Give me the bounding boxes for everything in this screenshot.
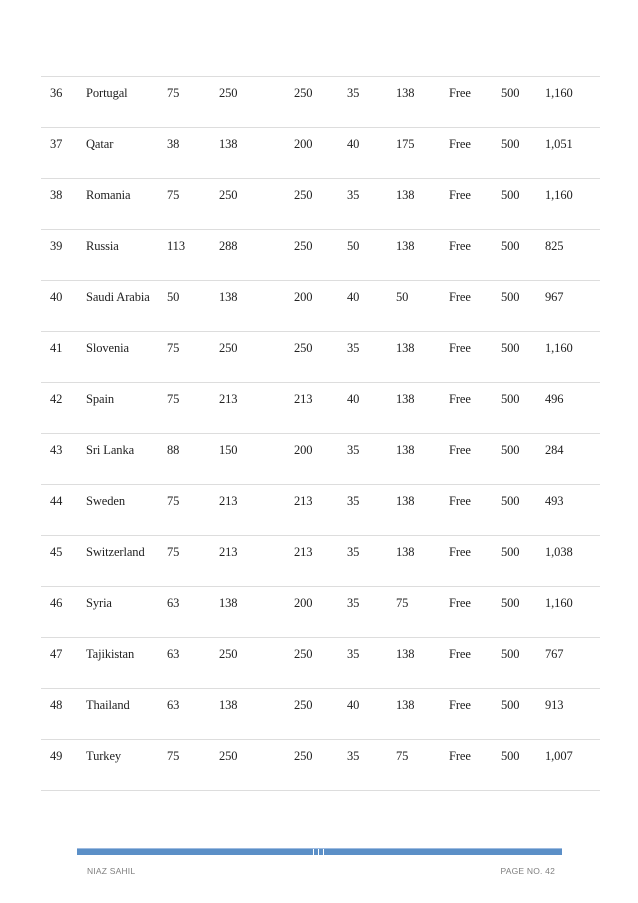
cell-col-8: Free — [449, 545, 471, 559]
cell-col-3: 75 — [167, 545, 180, 559]
cell-row-number: 40 — [50, 290, 63, 304]
cell-country: Qatar — [86, 137, 114, 151]
cell-total: 767 — [545, 647, 564, 661]
cell-country: Slovenia — [86, 341, 129, 355]
cell-total: 1,038 — [545, 545, 573, 559]
cell-row-number: 46 — [50, 596, 63, 610]
cell-col-4: 250 — [219, 188, 238, 202]
cell-row-number: 45 — [50, 545, 63, 559]
cell-col-9: 500 — [501, 341, 520, 355]
cell-col-5: 200 — [294, 290, 313, 304]
data-table — [41, 76, 600, 791]
cell-col-9: 500 — [501, 545, 520, 559]
cell-col-7: 138 — [396, 647, 415, 661]
footer-rule-mark — [313, 849, 314, 855]
cell-total: 1,160 — [545, 341, 573, 355]
cell-col-3: 75 — [167, 392, 180, 406]
footer-rule — [77, 849, 562, 855]
cell-total: 493 — [545, 494, 564, 508]
cell-row-number: 41 — [50, 341, 63, 355]
cell-col-9: 500 — [501, 290, 520, 304]
cell-total: 1,160 — [545, 86, 573, 100]
table-row — [41, 485, 600, 536]
cell-col-3: 50 — [167, 290, 180, 304]
cell-row-number: 42 — [50, 392, 63, 406]
cell-col-6: 35 — [347, 545, 360, 559]
cell-col-6: 40 — [347, 137, 360, 151]
cell-col-3: 63 — [167, 647, 180, 661]
cell-col-8: Free — [449, 188, 471, 202]
cell-col-7: 138 — [396, 392, 415, 406]
cell-col-9: 500 — [501, 494, 520, 508]
cell-col-6: 35 — [347, 188, 360, 202]
cell-col-6: 35 — [347, 494, 360, 508]
cell-col-5: 200 — [294, 596, 313, 610]
cell-col-6: 35 — [347, 647, 360, 661]
cell-col-8: Free — [449, 392, 471, 406]
cell-country: Switzerland — [86, 545, 145, 559]
table-row — [41, 587, 600, 638]
table-row — [41, 230, 600, 281]
cell-col-3: 75 — [167, 341, 180, 355]
cell-col-8: Free — [449, 137, 471, 151]
cell-col-8: Free — [449, 443, 471, 457]
cell-col-3: 88 — [167, 443, 180, 457]
cell-col-7: 175 — [396, 137, 415, 151]
footer-author: NIAZ SAHIL — [87, 866, 136, 876]
cell-col-6: 35 — [347, 443, 360, 457]
cell-col-3: 113 — [167, 239, 185, 253]
cell-row-number: 39 — [50, 239, 63, 253]
cell-country: Turkey — [86, 749, 122, 763]
footer-rule-mark — [318, 849, 319, 855]
table-row — [41, 689, 600, 740]
cell-col-5: 213 — [294, 494, 313, 508]
cell-total: 967 — [545, 290, 564, 304]
table-row — [41, 536, 600, 587]
cell-col-9: 500 — [501, 392, 520, 406]
cell-col-7: 138 — [396, 443, 415, 457]
cell-col-9: 500 — [501, 137, 520, 151]
cell-col-8: Free — [449, 239, 471, 253]
cell-col-5: 200 — [294, 443, 313, 457]
cell-row-number: 48 — [50, 698, 63, 712]
table-row — [41, 128, 600, 179]
table-row — [41, 638, 600, 689]
cell-col-8: Free — [449, 698, 471, 712]
cell-col-6: 35 — [347, 86, 360, 100]
cell-total: 1,007 — [545, 749, 573, 763]
cell-col-5: 250 — [294, 749, 313, 763]
cell-col-4: 250 — [219, 749, 238, 763]
cell-col-5: 200 — [294, 137, 313, 151]
table-row — [41, 179, 600, 230]
cell-col-4: 138 — [219, 137, 238, 151]
cell-col-6: 40 — [347, 698, 360, 712]
cell-total: 1,160 — [545, 188, 573, 202]
cell-country: Portugal — [86, 86, 128, 100]
cell-col-5: 250 — [294, 86, 313, 100]
cell-col-9: 500 — [501, 239, 520, 253]
table-row — [41, 740, 600, 791]
cell-col-5: 250 — [294, 698, 313, 712]
cell-total: 496 — [545, 392, 564, 406]
cell-col-8: Free — [449, 290, 471, 304]
cell-col-8: Free — [449, 494, 471, 508]
cell-col-6: 40 — [347, 392, 360, 406]
cell-col-5: 213 — [294, 392, 313, 406]
cell-total: 1,051 — [545, 137, 573, 151]
footer-page-number: PAGE NO. 42 — [500, 866, 555, 876]
cell-country: Spain — [86, 392, 114, 406]
cell-col-4: 250 — [219, 341, 238, 355]
cell-col-9: 500 — [501, 188, 520, 202]
cell-col-4: 250 — [219, 647, 238, 661]
cell-col-8: Free — [449, 596, 471, 610]
cell-col-6: 35 — [347, 341, 360, 355]
cell-col-4: 138 — [219, 596, 238, 610]
cell-col-6: 35 — [347, 749, 360, 763]
cell-col-7: 75 — [396, 749, 409, 763]
cell-total: 1,160 — [545, 596, 573, 610]
cell-col-9: 500 — [501, 86, 520, 100]
cell-row-number: 36 — [50, 86, 63, 100]
cell-col-7: 138 — [396, 341, 415, 355]
cell-country: Syria — [86, 596, 112, 610]
cell-row-number: 43 — [50, 443, 63, 457]
cell-col-3: 75 — [167, 86, 180, 100]
cell-row-number: 38 — [50, 188, 63, 202]
cell-country: Sri Lanka — [86, 443, 135, 457]
cell-col-9: 500 — [501, 647, 520, 661]
cell-col-5: 250 — [294, 239, 313, 253]
cell-col-5: 250 — [294, 647, 313, 661]
cell-col-5: 250 — [294, 341, 313, 355]
cell-col-9: 500 — [501, 443, 520, 457]
cell-col-4: 150 — [219, 443, 238, 457]
cell-col-8: Free — [449, 647, 471, 661]
cell-row-number: 37 — [50, 137, 63, 151]
table-row — [41, 332, 600, 383]
cell-col-7: 138 — [396, 86, 415, 100]
cell-col-8: Free — [449, 341, 471, 355]
cell-col-3: 63 — [167, 596, 180, 610]
table-row — [41, 77, 600, 128]
cell-col-4: 138 — [219, 290, 238, 304]
cell-col-7: 138 — [396, 698, 415, 712]
cell-country: Saudi Arabia — [86, 290, 150, 304]
cell-col-7: 50 — [396, 290, 409, 304]
cell-col-4: 213 — [219, 392, 238, 406]
cell-col-3: 38 — [167, 137, 180, 151]
cell-col-4: 213 — [219, 545, 238, 559]
cell-col-4: 138 — [219, 698, 238, 712]
cell-total: 284 — [545, 443, 564, 457]
cell-col-8: Free — [449, 749, 471, 763]
table-row — [41, 383, 600, 434]
cell-col-6: 40 — [347, 290, 360, 304]
cell-row-number: 47 — [50, 647, 63, 661]
footer-rule-mark — [323, 849, 324, 855]
cell-country: Romania — [86, 188, 131, 202]
cell-col-7: 138 — [396, 188, 415, 202]
cell-col-7: 138 — [396, 494, 415, 508]
cell-total: 913 — [545, 698, 564, 712]
cell-col-4: 213 — [219, 494, 238, 508]
cell-col-6: 35 — [347, 596, 360, 610]
table-row — [41, 434, 600, 485]
cell-country: Thailand — [86, 698, 130, 712]
cell-country: Russia — [86, 239, 119, 253]
cell-col-9: 500 — [501, 596, 520, 610]
cell-col-4: 288 — [219, 239, 238, 253]
cell-col-3: 75 — [167, 749, 180, 763]
cell-col-3: 63 — [167, 698, 180, 712]
cell-country: Sweden — [86, 494, 125, 508]
cell-col-3: 75 — [167, 494, 180, 508]
cell-row-number: 49 — [50, 749, 63, 763]
cell-col-5: 250 — [294, 188, 313, 202]
cell-col-7: 75 — [396, 596, 409, 610]
cell-col-8: Free — [449, 86, 471, 100]
cell-row-number: 44 — [50, 494, 63, 508]
cell-col-9: 500 — [501, 749, 520, 763]
cell-col-4: 250 — [219, 86, 238, 100]
table-row — [41, 281, 600, 332]
cell-total: 825 — [545, 239, 564, 253]
cell-col-5: 213 — [294, 545, 313, 559]
cell-col-6: 50 — [347, 239, 360, 253]
cell-country: Tajikistan — [86, 647, 135, 661]
cell-col-9: 500 — [501, 698, 520, 712]
cell-col-7: 138 — [396, 545, 415, 559]
cell-col-7: 138 — [396, 239, 415, 253]
cell-col-3: 75 — [167, 188, 180, 202]
